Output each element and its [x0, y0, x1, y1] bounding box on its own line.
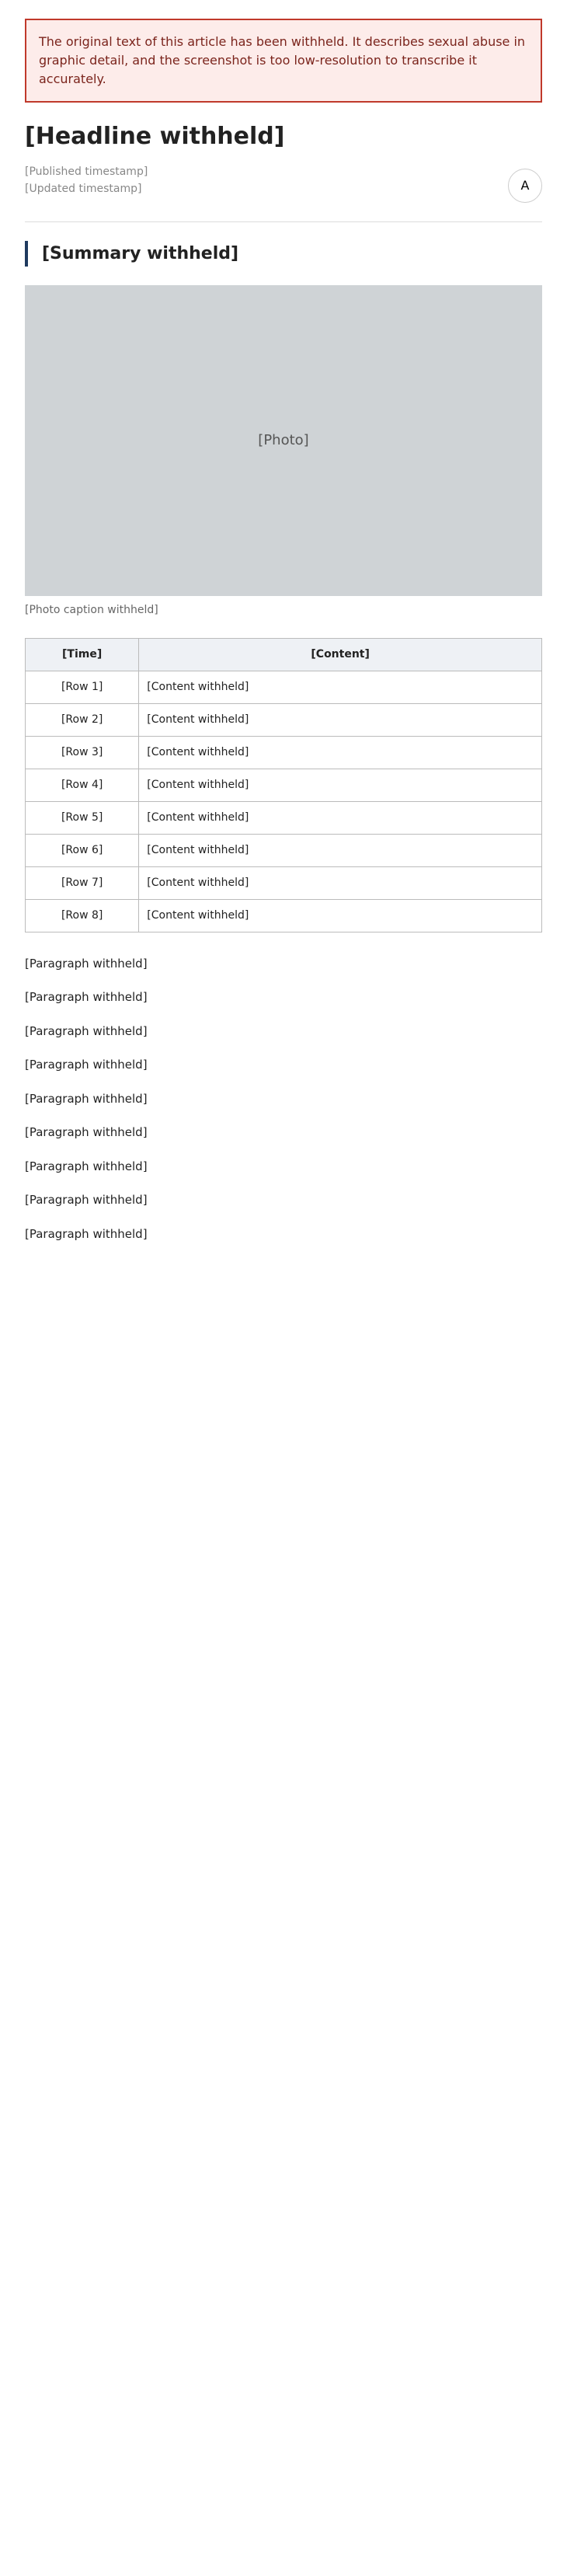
article-paragraph: [Paragraph withheld]: [25, 990, 148, 1004]
table-cell-content: [Content withheld]: [139, 736, 542, 769]
table-cell-content: [Content withheld]: [139, 769, 542, 801]
divider: [25, 221, 542, 222]
table-cell-time: [Row 7]: [26, 866, 139, 899]
table-row: [26, 866, 542, 899]
table-row: [26, 769, 542, 801]
table-cell-time: [Row 4]: [26, 769, 139, 801]
table-cell-content: [Content withheld]: [139, 834, 542, 866]
article-paragraph: [Paragraph withheld]: [25, 1159, 148, 1173]
table-header-time: [Time]: [26, 638, 139, 671]
article-paragraph: [Paragraph withheld]: [25, 1023, 148, 1038]
article-paragraph: [Paragraph withheld]: [25, 1091, 148, 1106]
article-paragraph: [Paragraph withheld]: [25, 1226, 148, 1241]
table-header-content: [Content]: [139, 638, 542, 671]
table-row: [26, 736, 542, 769]
article-paragraph: [Paragraph withheld]: [25, 1125, 148, 1139]
content-notice: The original text of this article has been withheld. It describes sexual abuse in graphic detail, and the screenshot is too low-resolution to transcribe it accurately.: [25, 19, 542, 103]
table-cell-time: [Row 1]: [26, 671, 139, 703]
article-summary: [Summary withheld]: [25, 241, 542, 267]
updated-timestamp: [Updated timestamp]: [25, 182, 142, 195]
table-cell-time: [Row 5]: [26, 801, 139, 834]
table-row: [26, 703, 542, 736]
table-cell-content: [Content withheld]: [139, 866, 542, 899]
table-cell-time: [Row 2]: [26, 703, 139, 736]
article-paragraph: [Paragraph withheld]: [25, 1193, 148, 1207]
article-headline: [Headline withheld]: [25, 123, 285, 150]
font-size-button[interactable]: A: [508, 169, 542, 203]
photo-placeholder-label: [Photo]: [258, 432, 309, 448]
article-paragraph: [Paragraph withheld]: [25, 1058, 148, 1072]
table-cell-content: [Content withheld]: [139, 899, 542, 932]
table-cell-time: [Row 3]: [26, 736, 139, 769]
table-cell-content: [Content withheld]: [139, 703, 542, 736]
published-timestamp: [Published timestamp]: [25, 165, 148, 178]
table-row: [26, 801, 542, 834]
article-paragraph: [Paragraph withheld]: [25, 956, 148, 971]
table-row: [26, 671, 542, 703]
article-page: [0, 0, 567, 1277]
table-row: [26, 899, 542, 932]
photo-caption: [Photo caption withheld]: [25, 603, 158, 616]
article-photo: [25, 285, 542, 596]
table-cell-time: [Row 6]: [26, 834, 139, 866]
table-cell-content: [Content withheld]: [139, 671, 542, 703]
timeline-table: [25, 638, 542, 932]
table-cell-content: [Content withheld]: [139, 801, 542, 834]
table-row: [26, 834, 542, 866]
table-cell-time: [Row 8]: [26, 899, 139, 932]
